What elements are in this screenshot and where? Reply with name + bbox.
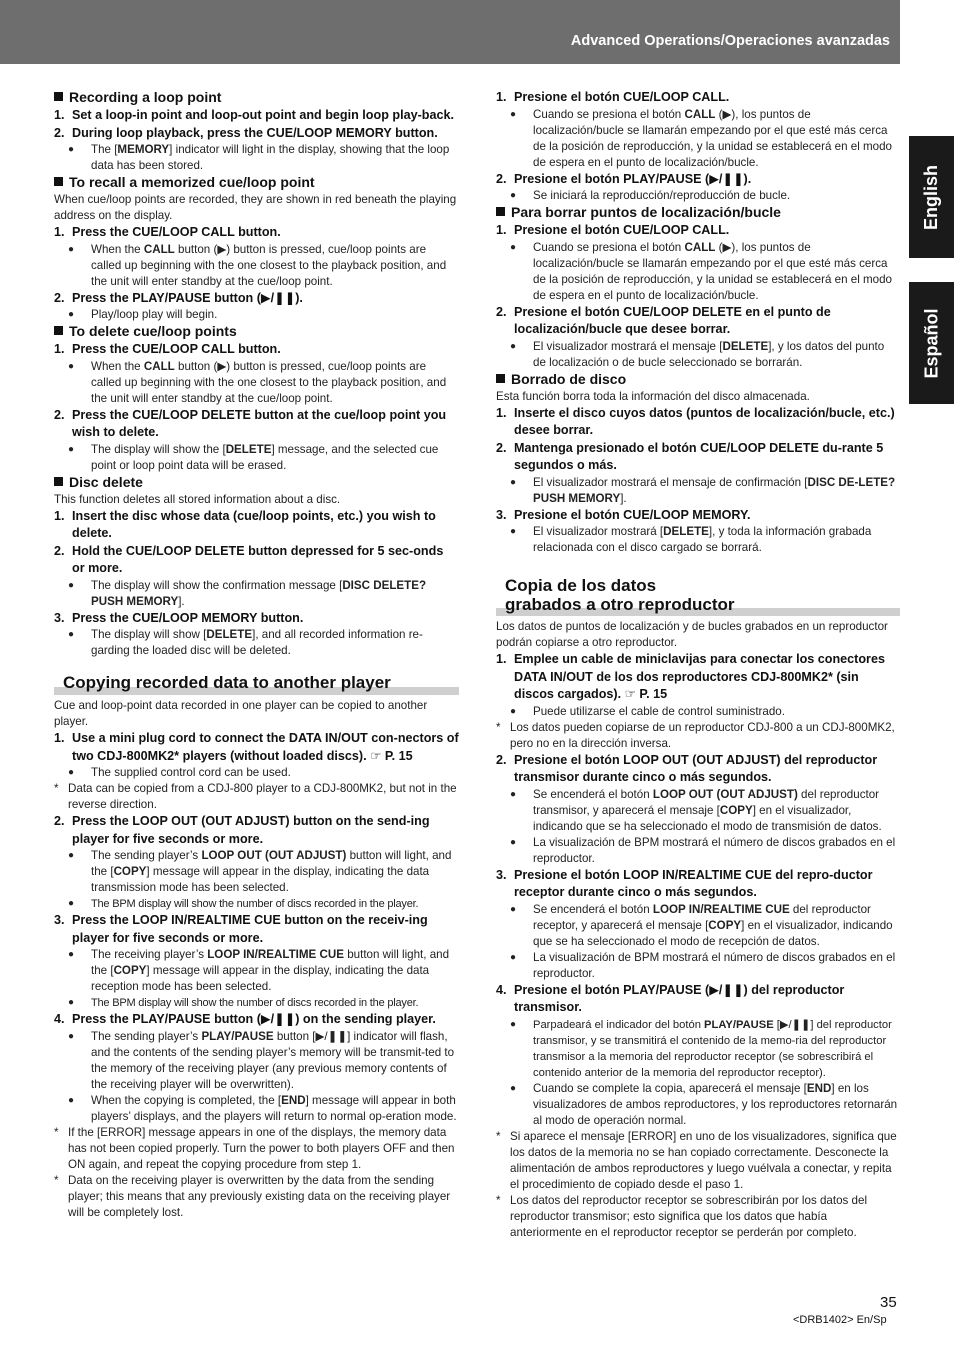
paragraph: When cue/loop points are recorded, they are shown in red beneath the playing address on the display. (54, 193, 457, 222)
paragraph: Los datos de puntos de localización y de bucles grabados en un reproductor podrán copiarse a otro reproductor. (496, 620, 888, 649)
bullet-item: ● The BPM display will show the number of discs recorded in the player. (54, 995, 459, 1011)
step: 1. Use a mini plug cord to connect the DATA IN/OUT con-nectors of two CDJ-800MK2* players (without loaded discs). ☞ P. 15 (54, 731, 459, 763)
bullet-item: ● Se iniciará la reproducción/reproducción de bucle. (496, 188, 900, 204)
step: 1. Emplee un cable de miniclavijas para conectar los conectores DATA IN/OUT de los dos reproductores CDJ-800MK2* (sin discos cargados). ☞ P. 15 (496, 652, 885, 701)
step: 2. Hold the CUE/LOOP DELETE button depressed for 5 sec-onds or more. (54, 543, 444, 575)
tab-english[interactable] (909, 136, 954, 258)
bullet-item: ● Play/loop play will begin. (54, 307, 459, 323)
section-title-copying: Copying recorded data to another player (54, 673, 459, 694)
paragraph: Esta función borra toda la información del disco almacenada. (496, 389, 810, 403)
tab-espanol-label: Español (921, 307, 942, 379)
step: 2. Presione el botón PLAY/PAUSE (▶/❚❚). (496, 171, 752, 186)
step: 2. During loop playback, press the CUE/LOOP MEMORY button. (54, 125, 438, 140)
bullet-item: ● When the copying is completed, the [END] message will appear in both players’ displays, and the players will return to normal op-eration mode. (54, 1093, 459, 1125)
bullet-item: ● The supplied control cord can be used. (54, 765, 459, 781)
bullet-item: ● When the CALL button (▶) button is pressed, cue/loop points are called up beginning with the one closest to the playback position, and the unit will enter standby at the cue/loop point. (54, 359, 459, 407)
step: 2. Press the LOOP OUT (OUT ADJUST) button on the send-ing player for five seconds or more. (54, 814, 430, 846)
bullet-item: ● The display will show the confirmation message [DISC DELETE? PUSH MEMORY]. (54, 578, 459, 610)
tab-english-label: English (921, 164, 942, 230)
document-code: <DRB1402> En/Sp (793, 1314, 887, 1326)
paragraph: This function deletes all stored information about a disc. (54, 492, 341, 506)
note: * Data can be copied from a CDJ-800 player to a CDJ-800MK2, but not in the reverse direction. (54, 782, 457, 811)
step: 1. Insert the disc whose data (cue/loop points, etc.) you wish to delete. (54, 508, 436, 540)
step: 2. Press the CUE/LOOP DELETE button at the cue/loop point you wish to delete. (54, 407, 447, 439)
bullet-item: ● Se encenderá el botón LOOP IN/REALTIME CUE del reproductor receptor, y aparecerá el mensaje [COPY] en el visualizador, indicando que se ha seleccionado el modo de recepción de datos. (496, 902, 900, 950)
note: * Si aparece el mensaje [ERROR] en uno de los visualizadores, significa que los datos de la memoria no se han copiado correctamente. Desconecte la alimentación de ambos reproductores y luego vuélvala a conectar, y repita el procedimiento de copiado desde el paso 1. (496, 1129, 897, 1191)
square-bullet-icon (496, 374, 505, 383)
note: * Los datos del reproductor receptor se sobrescribirán por los datos del reproductor transmisor; esto significa que los datos que había anteriormente en el reproductor receptor se perderán por completo. (496, 1193, 868, 1239)
square-bullet-icon (54, 477, 63, 486)
subheading-recall: To recall a memorized cue/loop point (54, 174, 459, 191)
left-column (54, 89, 459, 1221)
bullet-item: ● The BPM display will show the number of discs recorded in the player. (54, 896, 459, 912)
section-title-copia: Copia de los datos grabados a otro reproductor (496, 576, 900, 615)
step: 3. Presione el botón CUE/LOOP MEMORY. (496, 507, 751, 522)
step: 1. Presione el botón CUE/LOOP CALL. (496, 90, 730, 104)
bullet-item: ● Puede utilizarse el cable de control suministrado. (496, 704, 900, 720)
bullet-item: ● El visualizador mostrará el mensaje [DELETE], y los datos del punto de localización o de bucle seleccionado se borrarán. (496, 339, 900, 371)
bullet-item: ● El visualizador mostrará el mensaje de confirmación [DISC DE-LETE? PUSH MEMORY]. (496, 475, 900, 507)
step: 4. Press the PLAY/PAUSE button (▶/❚❚) on the sending player. (54, 1012, 436, 1026)
step: 3. Press the LOOP IN/REALTIME CUE button on the receiv-ing player for five seconds or more. (54, 913, 428, 945)
square-bullet-icon (54, 177, 63, 186)
bullet-item: ● Cuando se presiona el botón CALL (▶), los puntos de localización/bucle se llamarán empezando por el que esté más cerca de la posición de reproducción, y la unidad se establecerá en el modo de espera en el punto de localización/bucle. (496, 240, 900, 304)
note: * Los datos pueden copiarse de un reproductor CDJ-800 a un CDJ-800MK2, pero no en la dirección inversa. (496, 720, 895, 750)
subheading-borrado-disco: Borrado de disco (496, 371, 900, 388)
header-title: Advanced Operations/Operaciones avanzadas (570, 33, 890, 49)
bullet-item: ● The sending player’s LOOP OUT (OUT ADJUST) button will light, and the [COPY] message will appear in the display, indicating the data transmission mode has been selected. (54, 848, 459, 896)
step: 2. Presione el botón LOOP OUT (OUT ADJUST) del reproductor transmisor durante cinco o más segundos. (496, 752, 878, 784)
bullet-item: ● Cuando se presiona el botón CALL (▶), los puntos de localización/bucle se llamarán empezando por el que esté más cerca de la posición de reproducción, y la unidad se establecerá en el modo de espera en el punto de localización/bucle. (496, 107, 900, 171)
paragraph: Cue and loop-point data recorded in one player can be copied to another player. (54, 699, 428, 728)
step: 1. Press the CUE/LOOP CALL button. (54, 225, 281, 239)
square-bullet-icon (496, 207, 505, 216)
note: * If the [ERROR] message appears in one of the displays, the memory data has not been copied properly. Turn the power to both players OFF and then ON again, and repeat the copying procedure from step 1. (54, 1125, 455, 1171)
bullet-item: ● Parpadeará el indicador del botón PLAY/PAUSE [▶/❚❚] del reproductor transmisor, y se transmitirá el contenido de la memo-ria del reproductor transmisor a la memoria del reproductor receptor (se sobrescribirá el contenido anterior de la memoria del reproductor receptor). (496, 1017, 900, 1081)
bullet-item: ● Se encenderá el botón LOOP OUT (OUT ADJUST) del reproductor transmisor, y aparecerá el mensaje [COPY] en el visualizador, indicando que se ha seleccionado el modo de transmisión de datos. (496, 787, 900, 835)
subheading-borrar-puntos: Para borrar puntos de localización/bucle (496, 204, 900, 221)
step: 2. Presione el botón CUE/LOOP DELETE en el punto de localización/bucle que desee borrar. (496, 304, 831, 336)
bullet-item: ● La visualización de BPM mostrará el número de discos grabados en el reproductor. (496, 950, 900, 982)
square-bullet-icon (54, 326, 63, 335)
step: 3. Presione el botón LOOP IN/REALTIME CUE del repro-ductor receptor durante cinco o más segundos. (496, 867, 873, 899)
subheading-recording: Recording a loop point (54, 89, 459, 106)
bullet-item: ● The receiving player’s LOOP IN/REALTIME CUE button will light, and the [COPY] message will appear in the display, indicating the data reception mode has been selected. (54, 947, 459, 995)
step: 1. Press the CUE/LOOP CALL button. (54, 342, 281, 356)
step: 1. Presione el botón CUE/LOOP CALL. (496, 223, 730, 237)
page-number: 35 (880, 1294, 897, 1311)
bullet-item: ● El visualizador mostrará [DELETE], y toda la información grabada relacionada con el disco cargado se borrará. (496, 524, 900, 556)
step: 2. Mantenga presionado el botón CUE/LOOP DELETE du-rante 5 segundos o más. (496, 440, 884, 472)
step: 1. Set a loop-in point and loop-out point and begin loop play-back. (54, 108, 454, 122)
header-bar (0, 0, 900, 64)
bullet-item: ● La visualización de BPM mostrará el número de discos grabados en el reproductor. (496, 835, 900, 867)
right-column (496, 89, 900, 1241)
step: 3. Press the CUE/LOOP MEMORY button. (54, 610, 304, 625)
step: 2. Press the PLAY/PAUSE button (▶/❚❚). (54, 290, 303, 305)
square-bullet-icon (54, 92, 63, 101)
subheading-delete: To delete cue/loop points (54, 323, 459, 340)
tab-espanol[interactable] (909, 282, 954, 404)
step: 4. Presione el botón PLAY/PAUSE (▶/❚❚) del reproductor transmisor. (496, 982, 845, 1014)
subheading-disc-delete: Disc delete (54, 474, 459, 491)
bullet-item: ● Cuando se complete la copia, aparecerá el mensaje [END] en los visualizadores de ambos reproductores, y los reproductores retornarán al modo de operación normal. (496, 1081, 900, 1129)
note: * Data on the receiving player is overwritten by the data from the sending player; this means that any previously existing data on the receiving player will be completely lost. (54, 1173, 451, 1219)
bullet-item: ● The display will show [DELETE], and all recorded information re-garding the loaded disc will be deleted. (54, 627, 459, 659)
bullet-item: ● The sending player’s PLAY/PAUSE button [▶/❚❚] indicator will flash, and the contents of the sending player’s memory will be transmit-ted to the memory of the receiving player (any previous memory contents of the receiving player will be overwritten). (54, 1029, 459, 1093)
step: 1. Inserte el disco cuyos datos (puntos de localización/bucle, etc.) desee borrar. (496, 405, 895, 437)
bullet-item: ● When the CALL button (▶) button is pressed, cue/loop points are called up beginning with the one closest to the playback position, and the unit will enter standby at the cue/loop point. (54, 242, 459, 290)
bullet-item: ● The display will show the [DELETE] message, and the selected cue point or loop point data will be erased. (54, 442, 459, 474)
bullet-item: ● The [MEMORY] indicator will light in the display, showing that the loop data has been stored. (54, 142, 459, 174)
